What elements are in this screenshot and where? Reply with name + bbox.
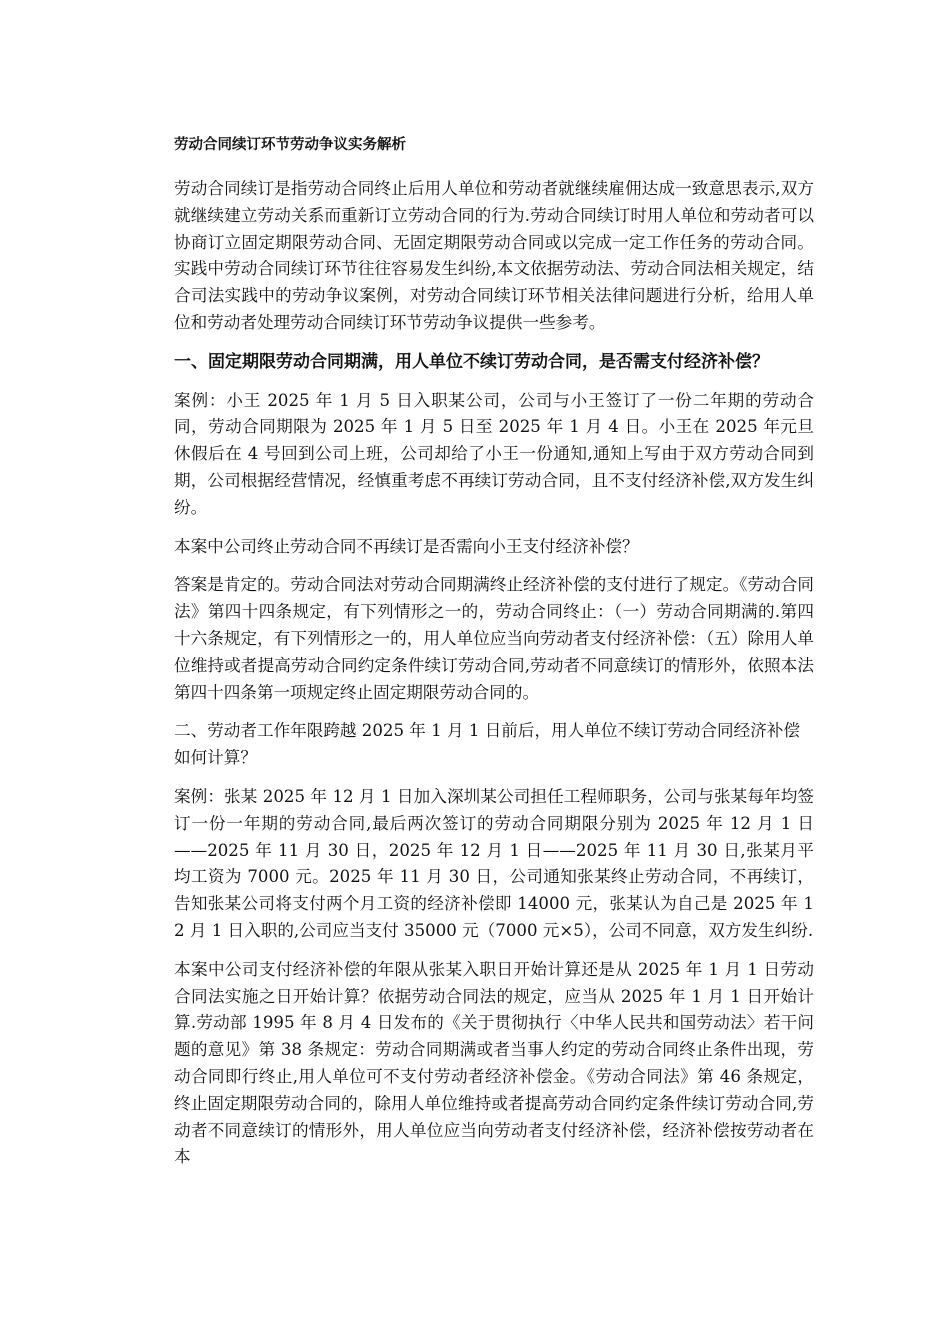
- section-2-case-paragraph: 案例：张某 2025 年 12 月 1 日加入深圳某公司担任工程师职务，公司与张某每年均签订一份一年期的劳动合同,最后两次签订的劳动合同期限分别为 2025 年 12 月 1 日——2025 年 11 月 30 日，2025 年 12 月 1 日——2025 年 11 月 30 日,张某月平均工资为 7000 元。2025 年 11 月 30 日，公司通知张某终止劳动合同，不再续订，告知张某公司将支付两个月工资的经济补偿即 14000 元，张某认为自己是 2025 年 12 月 1 日入职的,公司应当支付 35000 元（7000 元×5），公司不同意，双方发生纠纷.: [174, 786, 814, 940]
- document-body: [174, 134, 814, 1183]
- section-1-case-paragraph: 案例：小王 2025 年 1 月 5 日入职某公司，公司与小王签订了一份二年期的劳动合同，劳动合同期限为 2025 年 1 月 5 日至 2025 年 1 月 4 日。小王在 2025 年元旦休假后在 4 号回到公司上班，公司却给了小王一份通知,通知上写由于双方劳动合同到期，公司根据经营情况，经慎重考虑不再续订劳动合同，且不支付经济补偿,双方发生纠纷。: [174, 390, 814, 517]
- section-2-analysis-paragraph: 本案中公司支付经济补偿的年限从张某入职日开始计算还是从 2025 年 1 月 1 日劳动合同法实施之日开始计算？依据劳动合同法的规定，应当从 2025 年 1 月 1 日开始计算.劳动部 1995 年 8 月 4 日发布的《关于贯彻执行〈中华人民共和国劳动法〉若干问题的意见》第 38 条规定：劳动合同期满或者当事人约定的劳动合同终止条件出现，劳动合同即行终止,用人单位可不支付劳动者经济补偿金。《劳动合同法》第 46 条规定，终止固定期限劳动合同的，除用人单位维持或者提高劳动合同约定条件续订劳动合同,劳动者不同意续订的情形外，用人单位应当向劳动者支付经济补偿，经济补偿按劳动者在本: [174, 959, 814, 1167]
- section-1-answer-paragraph: 答案是肯定的。劳动合同法对劳动合同期满终止经济补偿的支付进行了规定。《劳动合同法》第四十四条规定，有下列情形之一的，劳动合同终止：（一）劳动合同期满的.第四十六条规定，有下列情形之一的，用人单位应当向劳动者支付经济补偿：（五）除用人单位维持或者提高劳动合同约定条件续订劳动合同,劳动者不同意续订的情形外，依照本法第四十四条第一项规定终止固定期限劳动合同的。: [174, 575, 814, 702]
- section-2-heading: 二、劳动者工作年限跨越 2025 年 1 月 1 日前后，用人单位不续订劳动合同经济补偿如何计算？: [174, 721, 800, 768]
- document-title: 劳动合同续订环节劳动争议实务解析: [174, 137, 406, 153]
- section-1-heading: 一、固定期限劳动合同期满，用人单位不续订劳动合同，是否需支付经济补偿？: [174, 351, 769, 372]
- intro-paragraph: 劳动合同续订是指劳动合同终止后用人单位和劳动者就继续雇佣达成一致意思表示,双方就继续建立劳动关系而重新订立劳动合同的行为.劳动合同续订时用人单位和劳动者可以协商订立固定期限劳动合同、无固定期限劳动合同或以完成一定工作任务的劳动合同。实践中劳动合同续订环节往往容易发生纠纷,本文依据劳动法、劳动合同法相关规定，结合司法实践中的劳动争议案例，对劳动合同续订环节相关法律问题进行分析，给用人单位和劳动者处理劳动合同续订环节劳动争议提供一些参考。: [174, 179, 814, 332]
- section-1-question-paragraph: 本案中公司终止劳动合同不再续订是否需向小王支付经济补偿？: [174, 536, 639, 556]
